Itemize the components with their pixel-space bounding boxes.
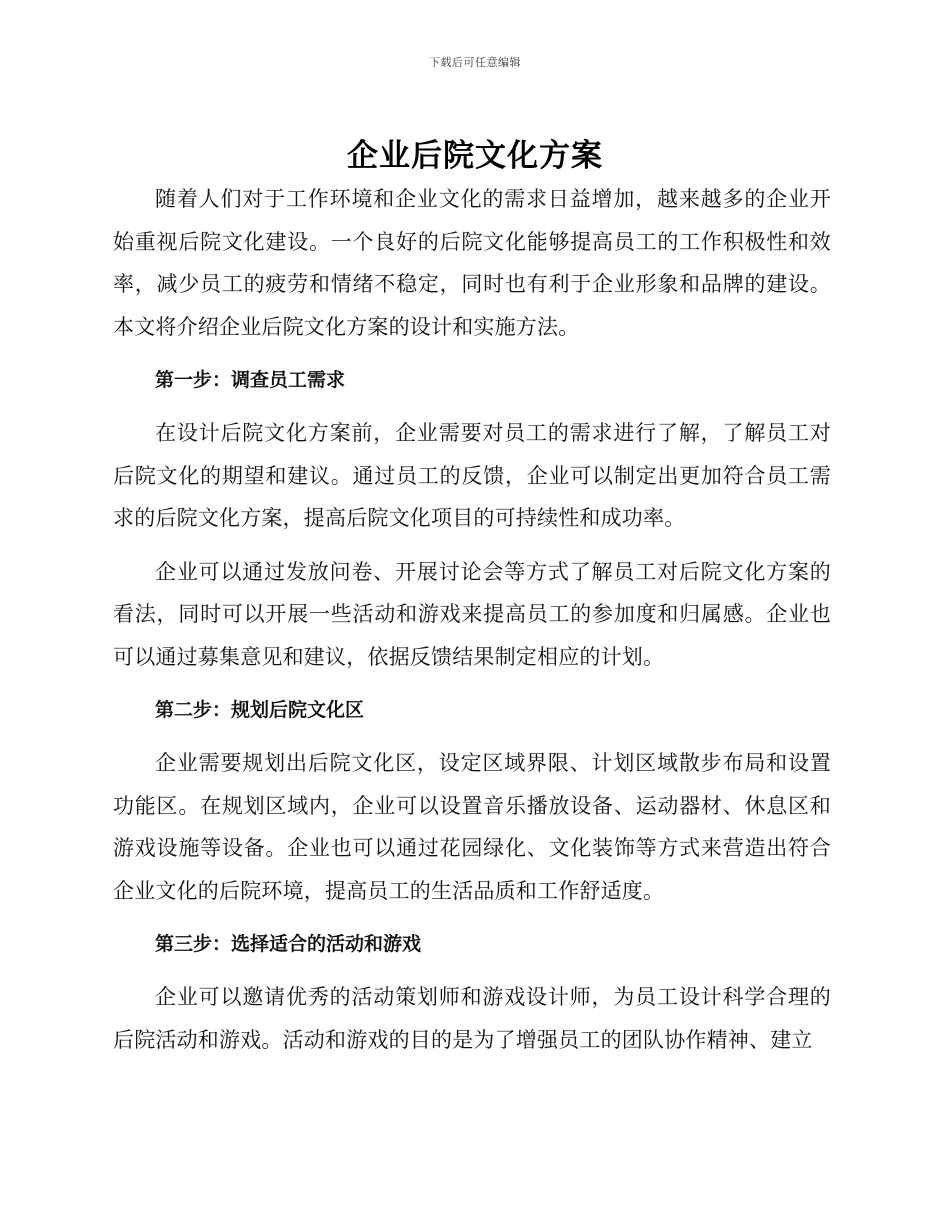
header-note: 下载后可任意编辑 <box>429 56 521 69</box>
section-2-heading: 第二步：规划后院文化区 <box>155 699 365 721</box>
section-3-heading: 第三步：选择适合的活动和游戏 <box>155 933 422 955</box>
section-1-paragraph-2: 企业可以通过发放问卷、开展讨论会等方式了解员工对后院文化方案的看法，同时可以开展一些活动和游戏来提高员工的参加度和归属感。企业也可以通过募集意见和建议，依据反馈结果制定相应的计划。 <box>113 559 831 669</box>
section-1-heading: 第一步：调查员工需求 <box>155 369 346 391</box>
section-2-paragraph-1: 企业需要规划出后院文化区，设定区域界限、计划区域散步布局和设置功能区。在规划区域内，企业可以设置音乐播放设备、运动器材、休息区和游戏设施等设备。企业也可以通过花园绿化、文化装饰等方式来营造出符合企业文化的后院环境，提高员工的生活品质和工作舒适度。 <box>113 751 831 903</box>
section-3-paragraph-1: 企业可以邀请优秀的活动策划师和游戏设计师，为员工设计科学合理的后院活动和游戏。活动和游戏的目的是为了增强员工的团队协作精神、建立 <box>113 985 831 1052</box>
intro-paragraph: 随着人们对于工作环境和企业文化的需求日益增加，越来越多的企业开始重视后院文化建设。一个良好的后院文化能够提高员工的工作积极性和效率，减少员工的疲劳和情绪不稳定，同时也有利于企业形象和品牌的建设。本文将介绍企业后院文化方案的设计和实施方法。 <box>113 187 831 339</box>
document-title: 企业后院文化方案 <box>347 138 603 174</box>
section-1-paragraph-1: 在设计后院文化方案前，企业需要对员工的需求进行了解，了解员工对后院文化的期望和建议。通过员工的反馈，企业可以制定出更加符合员工需求的后院文化方案，提高后院文化项目的可持续性和成功率。 <box>113 421 831 530</box>
document-body <box>113 178 831 1061</box>
